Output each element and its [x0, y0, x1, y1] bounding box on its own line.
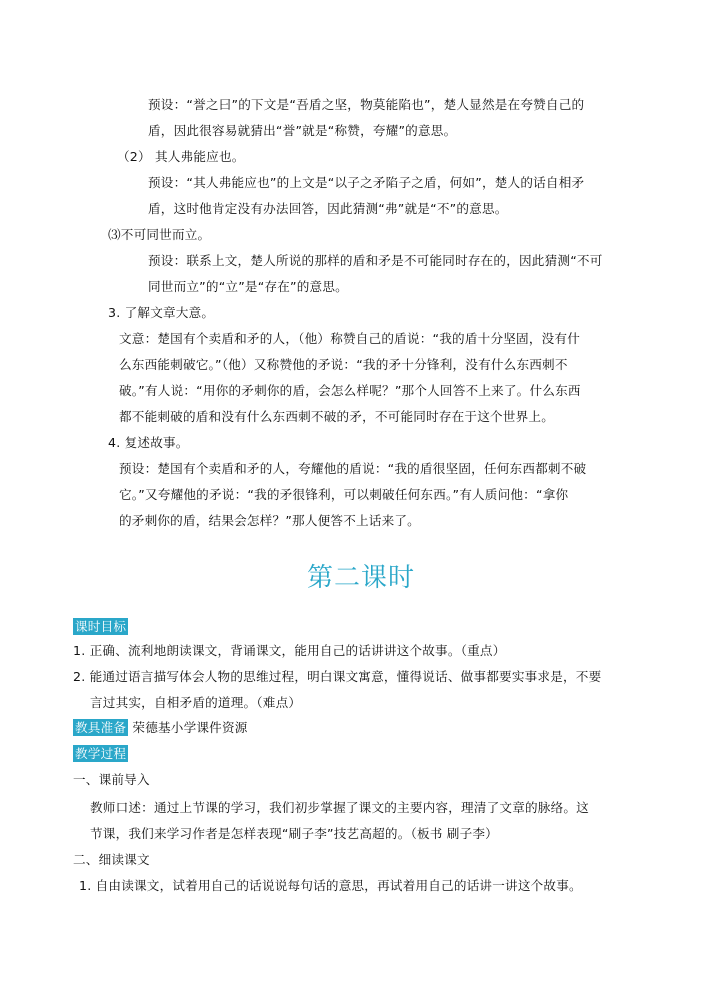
text-line: 预设：“其人弗能应也”的上文是“以子之矛陷子之盾，何如”，楚人的话自相矛 — [148, 175, 585, 190]
goals-label: 课时目标 — [75, 619, 127, 634]
process-line: 二、细读课文 — [73, 852, 150, 867]
goal-line: 2. 能通过语言描写体会人物的思维过程，明白课文寓意，懂得说话、做事都要实事求是，不要 — [73, 669, 602, 684]
goal-line: 1. 正确、流利地朗读课文，背诵课文，能用自己的话讲讲这个故事。（重点） — [73, 643, 506, 658]
process-line: 教师口述：通过上节课的学习，我们初步掌握了课文的主要内容，理清了文章的脉络。这 — [90, 800, 589, 815]
text-line: 预设：“誉之曰”的下文是“吾盾之坚，物莫能陷也”，楚人显然是在夸赞自己的 — [148, 97, 585, 112]
tools-label: 教具准备 — [75, 720, 127, 735]
text-line: 同世而立”的“立”是“存在”的意思。 — [148, 279, 348, 294]
text-line: ⑶不可同世而立。 — [108, 227, 211, 242]
text-line: 的矛刺你的盾，结果会怎样？”那人便答不上话来了。 — [119, 513, 420, 528]
goal-line: 言过其实，自相矛盾的道理。（难点） — [90, 695, 302, 710]
text-line: 文意：楚国有个卖盾和矛的人，（他）称赞自己的盾说：“我的盾十分坚固，没有什 — [119, 331, 580, 346]
text-line: 它。”又夸耀他的矛说：“我的矛很锋利，可以刺破任何东西。”有人质问他：“拿你 — [119, 487, 569, 502]
process-line: 1. 自由读课文，试着用自己的话说说每句话的意思，再试着用自己的话讲一讲这个故事。 — [79, 878, 582, 893]
text-line: 盾，因此很容易就猜出“誉”就是“称赞，夸耀”的意思。 — [148, 123, 457, 138]
text-line: 都不能刺破的盾和没有什么东西刺不破的矛，不可能同时存在于这个世界上。 — [119, 409, 554, 424]
text-line: 预设：楚国有个卖盾和矛的人，夸耀他的盾说：“我的盾很坚固，任何东西都刺不破 — [119, 461, 587, 476]
text-line: 3. 了解文章大意。 — [108, 305, 215, 320]
text-line: 预设：联系上文，楚人所说的那样的盾和矛是不可能同时存在的，因此猜测“不可 — [148, 253, 603, 268]
goals-heading — [73, 619, 128, 635]
section-title: 第二课时 — [306, 563, 415, 593]
text-line: 破。”有人说：“用你的矛刺你的盾，会怎么样呢？”那个人回答不上来了。什么东西 — [119, 383, 581, 398]
tools-text: 荣德基小学课件资源 — [132, 720, 248, 735]
process-line: 节课，我们来学习作者是怎样表现“刷子李”技艺高超的。（板书 刷子李） — [90, 826, 498, 841]
process-label: 教学过程 — [75, 746, 127, 761]
process-heading — [73, 746, 128, 762]
text-line: （2） 其人弗能应也。 — [117, 149, 245, 164]
tools-heading — [73, 720, 248, 736]
text-line: 么东西能刺破它。”（他）又称赞他的矛说：“我的矛十分锋利，没有什么东西刺不 — [119, 357, 568, 372]
text-line: 盾，这时他肯定没有办法回答，因此猜测“弗”就是“不”的意思。 — [148, 201, 508, 216]
text-line: 4. 复述故事。 — [108, 435, 189, 450]
process-line: 一、课前导入 — [73, 772, 150, 787]
